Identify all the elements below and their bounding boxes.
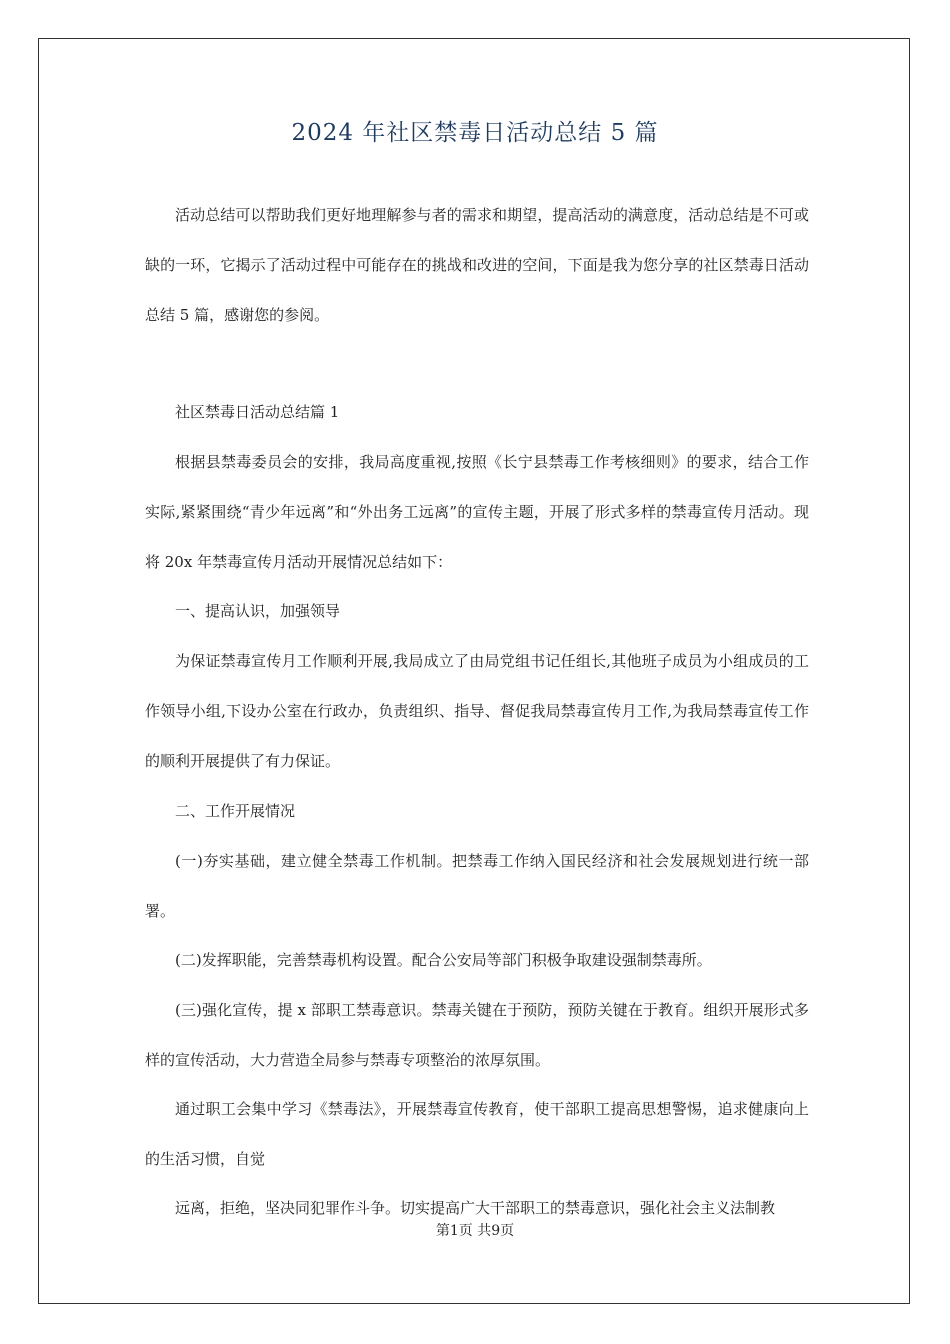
subheading-2: 二、工作开展情况 (175, 802, 296, 820)
section-heading: 社区禁毒日活动总结篇 1 (175, 403, 340, 421)
paragraph-7: 远离，拒绝，坚决同犯罪作斗争。切实提高广大干部职工的禁毒意识，强化社会主义法制教 (175, 1199, 776, 1217)
document-title: 2024 年社区禁毒日活动总结 5 篇 (291, 120, 659, 146)
paragraph-4: (二)发挥职能，完善禁毒机构设置。配合公安局等部门积极争取建设强制禁毒所。 (175, 951, 712, 969)
paragraph-2: 为保证禁毒宣传月工作顺利开展,我局成立了由局党组书记任组长,其他班子成员为小组成员的工作领导小组,下设办公室在行政办，负责组织、指导、督促我局禁毒宣传月工作,为我局禁毒宣传工作的顺利开展提供了有力保证。 (145, 652, 809, 770)
paragraph-1: 根据县禁毒委员会的安排，我局高度重视,按照《长宁县禁毒工作考核细则》的要求，结合工作实际,紧紧围绕“青少年远离”和“外出务工远离”的宣传主题，开展了形式多样的禁毒宣传月活动。现将 20x 年禁毒宣传月活动开展情况总结如下： (145, 453, 809, 571)
page-footer: 第1页 共9页 (435, 1223, 515, 1239)
paragraph-6: 通过职工会集中学习《禁毒法》，开展禁毒宣传教育，使干部职工提高思想警惕，追求健康向上的生活习惯，自觉 (145, 1100, 809, 1168)
intro-paragraph: 活动总结可以帮助我们更好地理解参与者的需求和期望，提高活动的满意度，活动总结是不可或缺的一环，它揭示了活动过程中可能存在的挑战和改进的空间，下面是我为您分享的社区禁毒日活动总结 5 篇，感谢您的参阅。 (145, 206, 809, 324)
subheading-1: 一、提高认识，加强领导 (175, 602, 341, 620)
paragraph-5: (三)强化宣传，提 x 部职工禁毒意识。禁毒关键在于预防，预防关键在于教育。组织开展形式多样的宣传活动，大力营造全局参与禁毒专项整治的浓厚氛围。 (145, 1001, 809, 1069)
paragraph-3: (一)夯实基础，建立健全禁毒工作机制。把禁毒工作纳入国民经济和社会发展规划进行统一部署。 (145, 852, 809, 920)
